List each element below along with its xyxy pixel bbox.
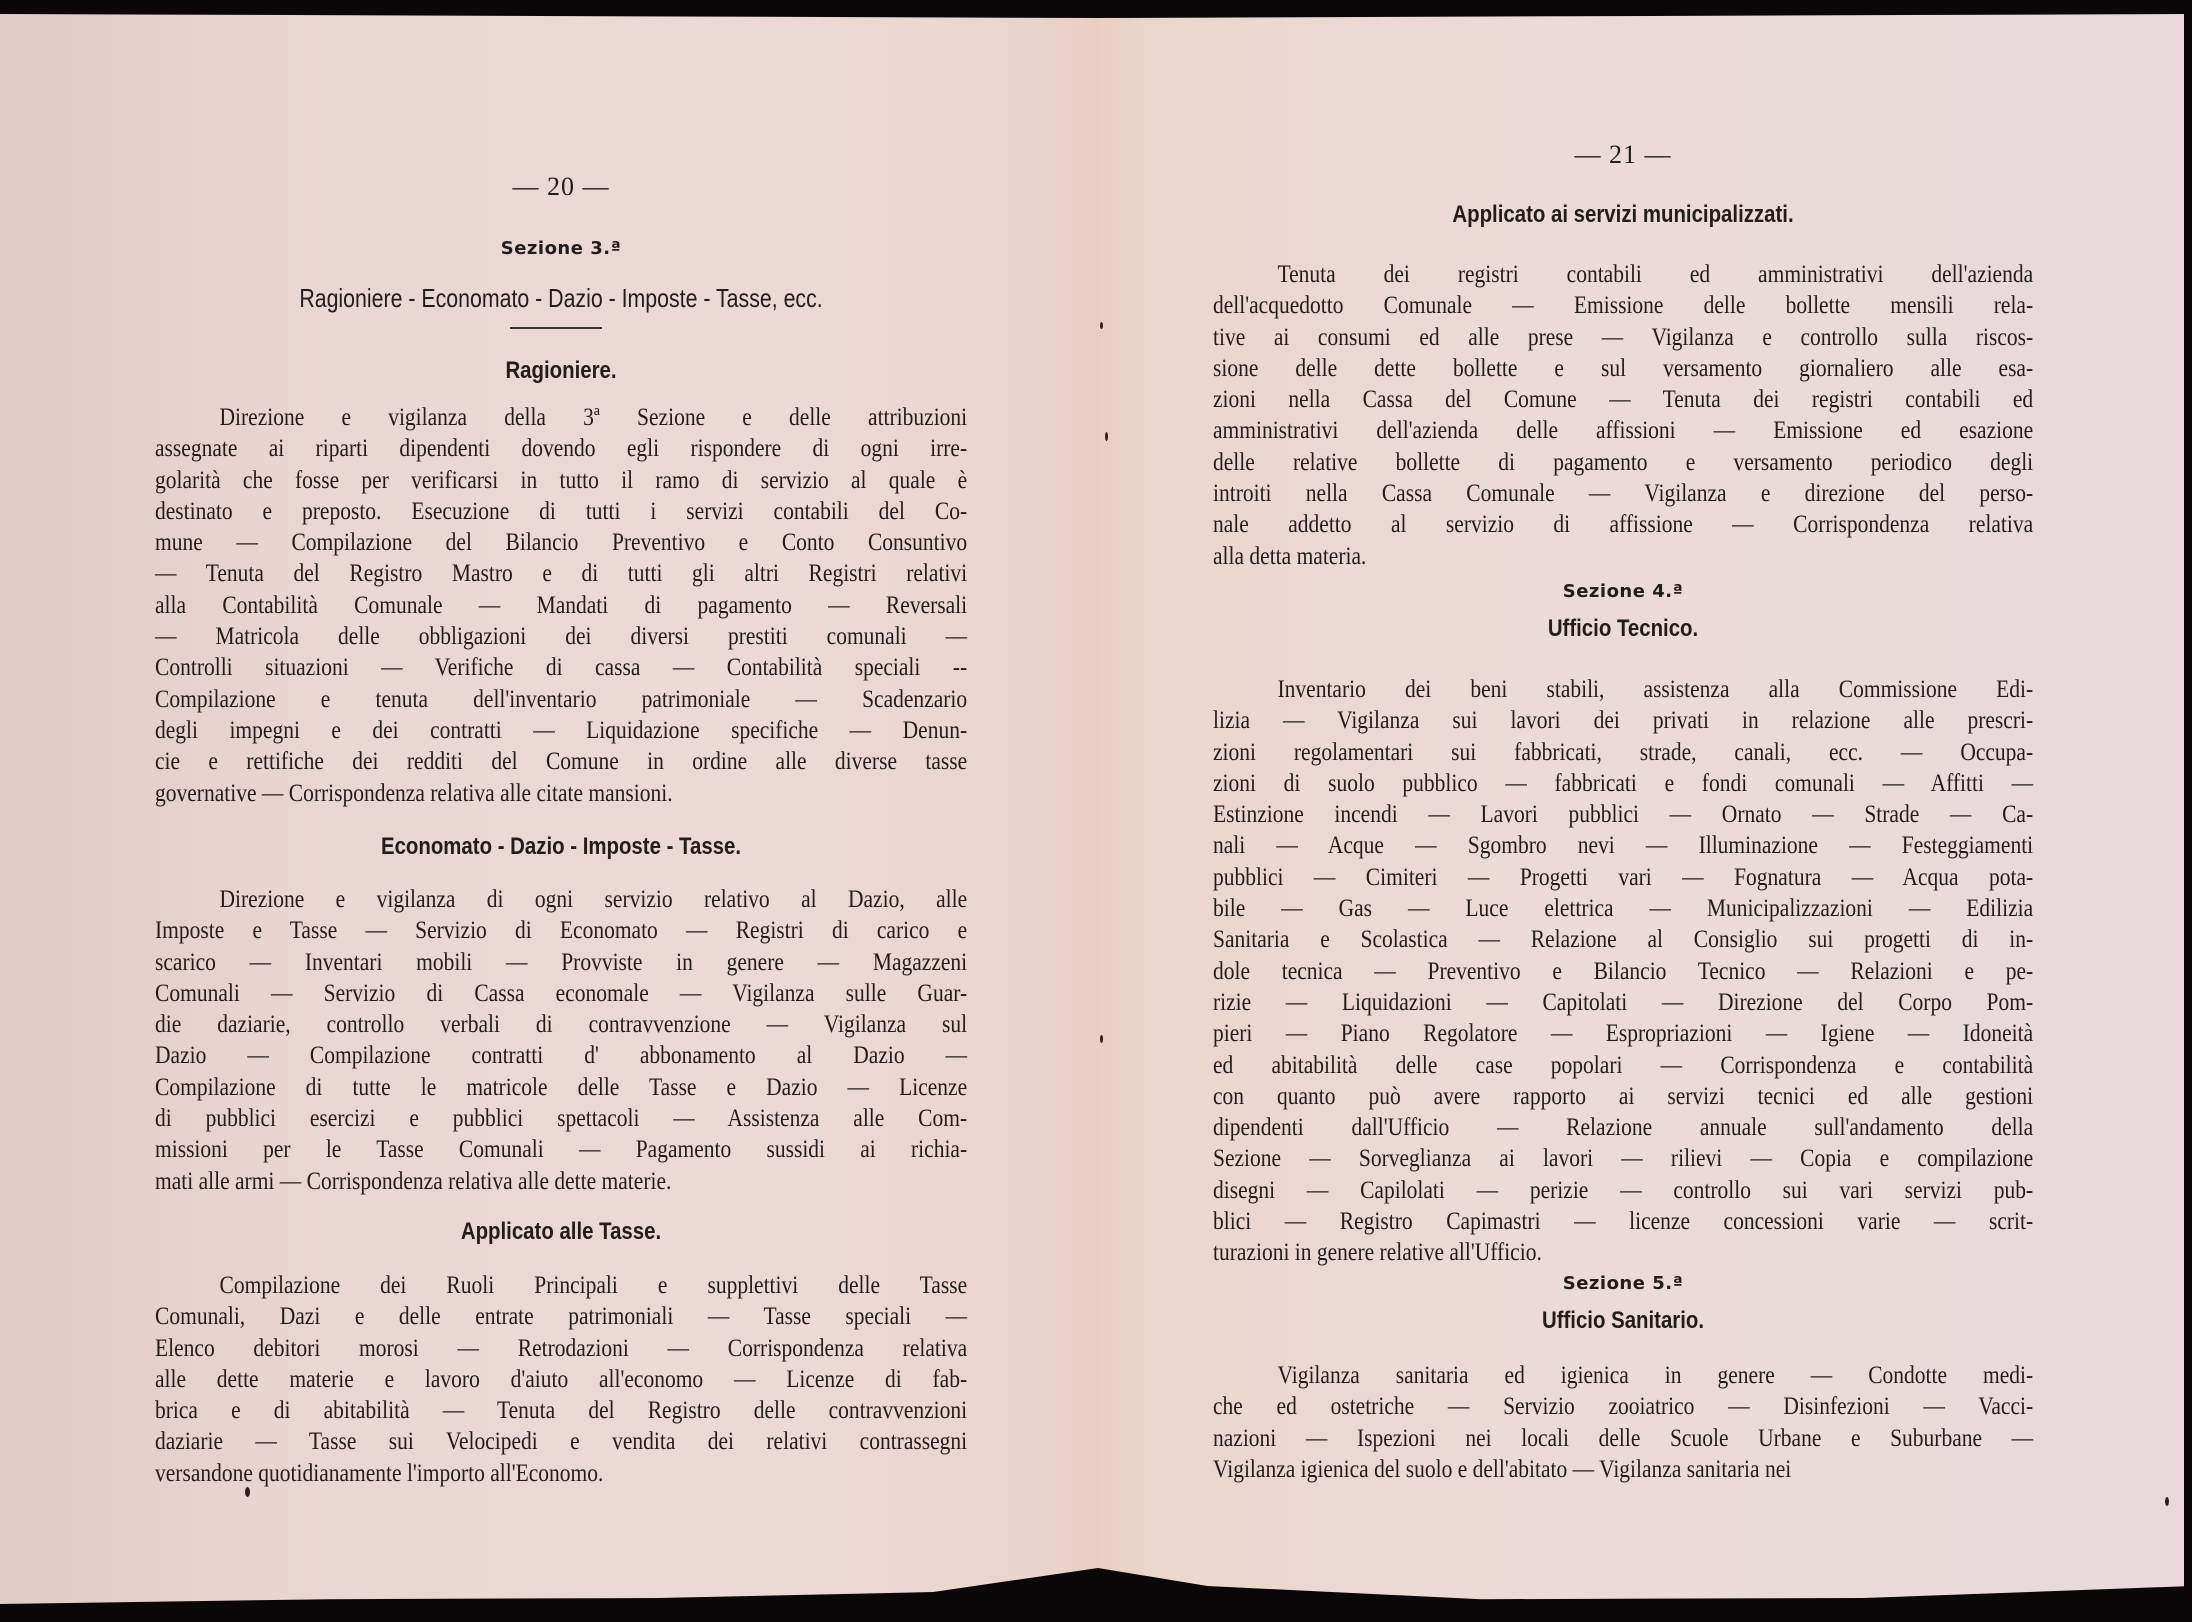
text-line: Direzione e vigilanza di ogni servizio relativo al Dazio, alle (219, 886, 968, 913)
text-line: ed abitabilità delle case popolari — Corrispondenza e contabilità (1213, 1051, 2034, 1079)
title-rule (510, 327, 602, 329)
text-line: — Tenuta del Registro Mastro e di tutti gli altri Registri relativi (155, 560, 968, 588)
paragraph-applicato-tasse (155, 1270, 967, 1489)
text-line: bile — Gas — Luce elettrica — Municipalizzazioni — Edilizia (1213, 895, 2034, 923)
text-line: destinato e preposto. Esecuzione di tutti i servizi contabili del Co- (155, 497, 968, 525)
heading-ragioniere: Ragioniere. (505, 357, 617, 384)
section-label: Sezione 3.ª (500, 238, 622, 259)
text-line: pieri — Piano Regolatore — Espropriazioni — Igiene — Idoneità (1213, 1020, 2034, 1048)
text-line: dole tecnica — Preventivo e Bilancio Tecnico — Relazioni e pe- (1213, 957, 2034, 985)
text-line: Vigilanza sanitaria ed igienica in genere — Condotte medi- (1277, 1362, 2034, 1389)
text-line: che ed ostetriche — Servizio zooiatrico — Disinfezioni — Vacci- (1213, 1393, 2034, 1421)
heading-economato: Economato - Dazio - Imposte - Tasse. (380, 833, 742, 860)
text-line: Tenuta dei registri contabili ed amministrativi dell'azienda (1277, 261, 2034, 288)
ink-speck (1105, 432, 1108, 441)
heading-applicato-tasse: Applicato alle Tasse. (460, 1218, 662, 1245)
text-line: pubblici — Cimiteri — Progetti vari — Fognatura — Acqua pota- (1213, 863, 2034, 891)
text-line: golarità che fosse per verificarsi in tutto il ramo di servizio al quale è (155, 466, 968, 494)
page-number: — 21 — (1574, 140, 1672, 169)
text-line: introiti nella Cassa Comunale — Vigilanza e direzione del perso- (1213, 480, 2034, 508)
ink-speck (1100, 322, 1103, 329)
text-line: assegnate ai riparti dipendenti dovendo egli rispondere di ogni irre- (155, 435, 968, 463)
text-line: con quanto può avere rapporto ai servizi tecnici ed alle gestioni (1213, 1082, 2034, 1110)
text-line: nazioni — Ispezioni nei locali delle Scuole Urbane e Suburbane — (1213, 1424, 2034, 1452)
text-line: alle dette materie e lavoro d'aiuto all'economo — Licenze di fab- (155, 1365, 968, 1393)
text-line: alla detta materia. (1213, 542, 1367, 570)
text-line: Dazio — Compilazione contratti d' abbonamento al Dazio — (155, 1042, 968, 1070)
text-line: Compilazione di tutte le matricole delle Tasse e Dazio — Licenze (155, 1073, 968, 1101)
paragraph-ragioniere (155, 402, 967, 809)
heading-ufficio-sanitario: Ufficio Sanitario. (1541, 1307, 1705, 1334)
text-line: cie e rettifiche dei redditi del Comune in ordine alle diverse tasse (155, 748, 968, 776)
heading-servizi-municipalizzati: Applicato ai servizi municipalizzati. (1452, 201, 1794, 228)
text-line: die daziarie, controllo verbali di contravvenzione — Vigilanza sul (155, 1011, 968, 1039)
section-label: Sezione 5.ª (1562, 1273, 1684, 1294)
text-line: lizia — Vigilanza sui lavori dei privati in relazione alle prescri- (1213, 707, 2034, 735)
left-page-text (155, 0, 967, 1622)
background-edge (2184, 0, 2192, 1622)
text-line: daziarie — Tasse sui Velocipedi e vendita dei relativi contrassegni (155, 1428, 968, 1456)
text-line: Estinzione incendi — Lavori pubblici — Ornato — Strade — Ca- (1213, 801, 2034, 829)
text-line: Compilazione e tenuta dell'inventario patrimoniale — Scadenzario (155, 685, 968, 713)
text-line: Vigilanza igienica del suolo e dell'abitato — Vigilanza sanitaria nei (1213, 1455, 1792, 1483)
text-line: Inventario dei beni stabili, assistenza alla Commissione Edi- (1277, 676, 2034, 703)
text-line: disegni — Capilolati — perizie — controllo sui vari servizi pub- (1213, 1176, 2034, 1204)
text-line: rizie — Liquidazioni — Capitolati — Direzione del Corpo Pom- (1213, 988, 2034, 1016)
text-line: Controlli situazioni — Verifiche di cassa — Contabilità speciali -- (155, 654, 968, 682)
text-line: mune — Compilazione del Bilancio Preventivo e Conto Consuntivo (155, 529, 968, 557)
text-line: tive ai consumi ed alle prese — Vigilanza e controllo sulla riscos- (1213, 323, 2034, 351)
text-line: dipendenti dall'Ufficio — Relazione annuale sull'andamento della (1213, 1114, 2034, 1142)
text-line: Direzione e vigilanza della 3ª Sezione e delle attribuzioni (219, 404, 968, 431)
paragraph-economato (155, 884, 967, 1197)
ink-speck (245, 1487, 250, 1497)
text-line: mati alle armi — Corrispondenza relativa alle dette materie. (155, 1167, 672, 1195)
text-line: Sanitaria e Scolastica — Relazione al Consiglio sui progetti di in- (1213, 926, 2034, 954)
text-line: Compilazione dei Ruoli Principali e supplettivi delle Tasse (219, 1272, 968, 1299)
text-line: di pubblici esercizi e pubblici spettacoli — Assistenza alle Com- (155, 1105, 968, 1133)
text-line: governative — Corrispondenza relativa alle citate mansioni. (155, 779, 673, 807)
text-line: Imposte e Tasse — Servizio di Economato — Registri di carico e (155, 917, 968, 945)
paragraph-servizi-municipalizzati (1213, 259, 2033, 572)
section-label: Sezione 4.ª (1562, 581, 1684, 602)
text-line: nale addetto al servizio di affissione — Corrispondenza relativa (1213, 511, 2034, 539)
text-line: Sezione — Sorveglianza ai lavori — rilievi — Copia e compilazione (1213, 1145, 2034, 1173)
text-line: versandone quotidianamente l'importo all'Economo. (155, 1459, 604, 1487)
text-line: — Matricola delle obbligazioni dei diversi prestiti comunali — (155, 623, 968, 651)
ink-speck (2165, 1497, 2169, 1506)
text-line: zioni regolamentari sui fabbricati, strade, canali, ecc. — Occupa- (1213, 738, 2034, 766)
text-line: Comunali — Servizio di Cassa economale — Vigilanza sulle Guar- (155, 979, 968, 1007)
paragraph-ufficio-tecnico (1213, 674, 2033, 1269)
text-line: missioni per le Tasse Comunali — Pagamento sussidi ai richia- (155, 1136, 968, 1164)
text-line: sione delle dette bollette e sul versamento giornaliero alle esa- (1213, 354, 2034, 382)
text-line: amministrativi dell'azienda delle affissioni — Emissione ed esazione (1213, 417, 2034, 445)
text-line: Comunali, Dazi e delle entrate patrimoniali — Tasse speciali — (155, 1303, 968, 1331)
text-line: zioni di suolo pubblico — fabbricati e fondi comunali — Affitti — (1213, 769, 2034, 797)
ink-speck (1100, 1035, 1103, 1043)
text-line: turazioni in genere relative all'Ufficio. (1213, 1239, 1542, 1267)
text-line: Elenco debitori morosi — Retrodazioni — Corrispondenza relativa (155, 1334, 968, 1362)
paragraph-ufficio-sanitario (1213, 1360, 2033, 1485)
text-line: zioni nella Cassa del Comune — Tenuta dei registri contabili ed (1213, 386, 2034, 414)
section-title: Ragioniere - Economato - Dazio - Imposte - Tasse, ecc. (299, 283, 823, 313)
heading-ufficio-tecnico: Ufficio Tecnico. (1547, 615, 1699, 642)
text-line: nali — Acque — Sgombro nevi — Illuminazione — Festeggiamenti (1213, 832, 2034, 860)
page-number: — 20 — (512, 172, 610, 201)
text-line: scarico — Inventari mobili — Provviste in genere — Magazzeni (155, 948, 968, 976)
text-line: dell'acquedotto Comunale — Emissione delle bollette mensili rela- (1213, 292, 2034, 320)
right-page-text (1213, 0, 2033, 1622)
text-line: blici — Registro Capimastri — licenze concessioni varie — scrit- (1213, 1208, 2034, 1236)
text-line: alla Contabilità Comunale — Mandati di pagamento — Reversali (155, 591, 968, 619)
text-line: brica e di abitabilità — Tenuta del Registro delle contravvenzioni (155, 1397, 968, 1425)
text-line: delle relative bollette di pagamento e versamento periodico degli (1213, 448, 2034, 476)
text-line: degli impegni e dei contratti — Liquidazione specifiche — Denun- (155, 716, 968, 744)
